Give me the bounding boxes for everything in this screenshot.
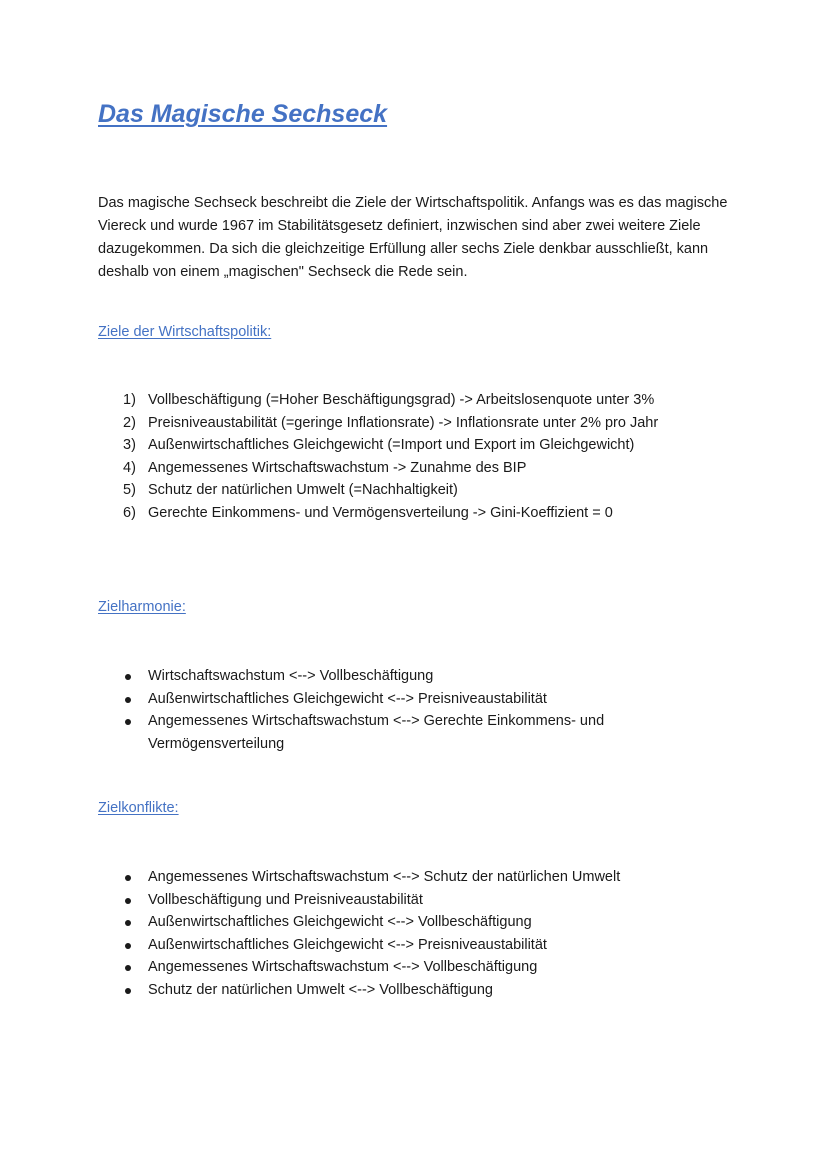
intro-paragraph: Das magische Sechseck beschreibt die Ziele der Wirtschaftspolitik. Anfangs was es das magische Viereck und wurde 1967 im Stabilitätsgesetz definiert, inzwischen sind aber zwei weitere Ziele dazugekommen. Da sich die gleichzeitige Erfüllung aller sechs Ziele denkbar ausschließt, kann deshalb von einem „magischen" Sechseck die Rede sein. — [98, 195, 728, 280]
list-item — [98, 412, 738, 435]
item-text: Außenwirtschaftliches Gleichgewicht (=Import und Export im Gleichgewicht) — [148, 437, 635, 453]
list-item — [98, 956, 738, 979]
item-text: Preisniveaustabilität (=geringe Inflationsrate) -> Inflationsrate unter 2% pro Jahr — [148, 414, 659, 431]
item-number: 4) — [123, 459, 136, 476]
item-number: 2) — [123, 414, 136, 431]
list-item — [98, 866, 738, 889]
list-item — [98, 688, 738, 711]
harmony-heading: Zielharmonie: — [98, 599, 186, 615]
item-text: Außenwirtschaftliches Gleichgewicht <--> Vollbeschäftigung — [148, 914, 532, 930]
bullet-icon — [125, 943, 131, 949]
item-text: Schutz der natürlichen Umwelt (=Nachhaltigkeit) — [148, 482, 458, 498]
item-text: Wirtschaftswachstum <--> Vollbeschäftigung — [148, 668, 434, 684]
list-item — [98, 889, 738, 912]
goals-list — [98, 389, 738, 524]
list-item — [98, 710, 738, 755]
item-number: 5) — [123, 482, 136, 498]
page-title: Das Magische Sechseck — [98, 100, 388, 128]
list-item — [98, 389, 738, 412]
item-text: Vollbeschäftigung (=Hoher Beschäftigungsgrad) -> Arbeitslosenquote unter 3% — [148, 392, 655, 408]
list-item — [98, 457, 738, 480]
bullet-icon — [125, 988, 131, 994]
list-item — [98, 502, 738, 525]
list-item — [98, 934, 738, 957]
item-text: Außenwirtschaftliches Gleichgewicht <--> Preisniveaustabilität — [148, 936, 547, 953]
list-item — [98, 979, 738, 1002]
conflicts-list — [98, 866, 738, 1001]
item-text: Schutz der natürlichen Umwelt <--> Vollbeschäftigung — [148, 981, 493, 998]
bullet-icon — [125, 875, 131, 881]
bullet-icon — [125, 920, 131, 926]
bullet-icon — [125, 898, 131, 904]
item-text: Angemessenes Wirtschaftswachstum -> Zunahme des BIP — [148, 459, 527, 476]
bullet-icon — [125, 674, 131, 680]
item-number: 3) — [123, 437, 136, 453]
list-item — [98, 434, 738, 457]
harmony-list — [98, 665, 738, 755]
goals-heading: Ziele der Wirtschaftspolitik: — [98, 324, 272, 340]
item-number: 1) — [123, 392, 136, 408]
bullet-icon — [125, 697, 131, 703]
item-text: Angemessenes Wirtschaftswachstum <--> Gerechte Einkommens- und Vermögensverteilung — [148, 713, 605, 752]
item-text: Angemessenes Wirtschaftswachstum <--> Schutz der natürlichen Umwelt — [148, 869, 621, 885]
list-item — [98, 479, 738, 502]
item-text: Außenwirtschaftliches Gleichgewicht <--> Preisniveaustabilität — [148, 690, 547, 707]
conflicts-heading: Zielkonflikte: — [98, 800, 179, 816]
bullet-icon — [125, 719, 131, 725]
list-item — [98, 911, 738, 934]
item-text: Gerechte Einkommens- und Vermögensverteilung -> Gini-Koeffizient = 0 — [148, 504, 613, 521]
item-number: 6) — [123, 504, 136, 521]
bullet-icon — [125, 965, 131, 971]
item-text: Vollbeschäftigung und Preisniveaustabilität — [148, 891, 423, 908]
list-item — [98, 665, 738, 688]
item-text: Angemessenes Wirtschaftswachstum <--> Vollbeschäftigung — [148, 959, 538, 975]
